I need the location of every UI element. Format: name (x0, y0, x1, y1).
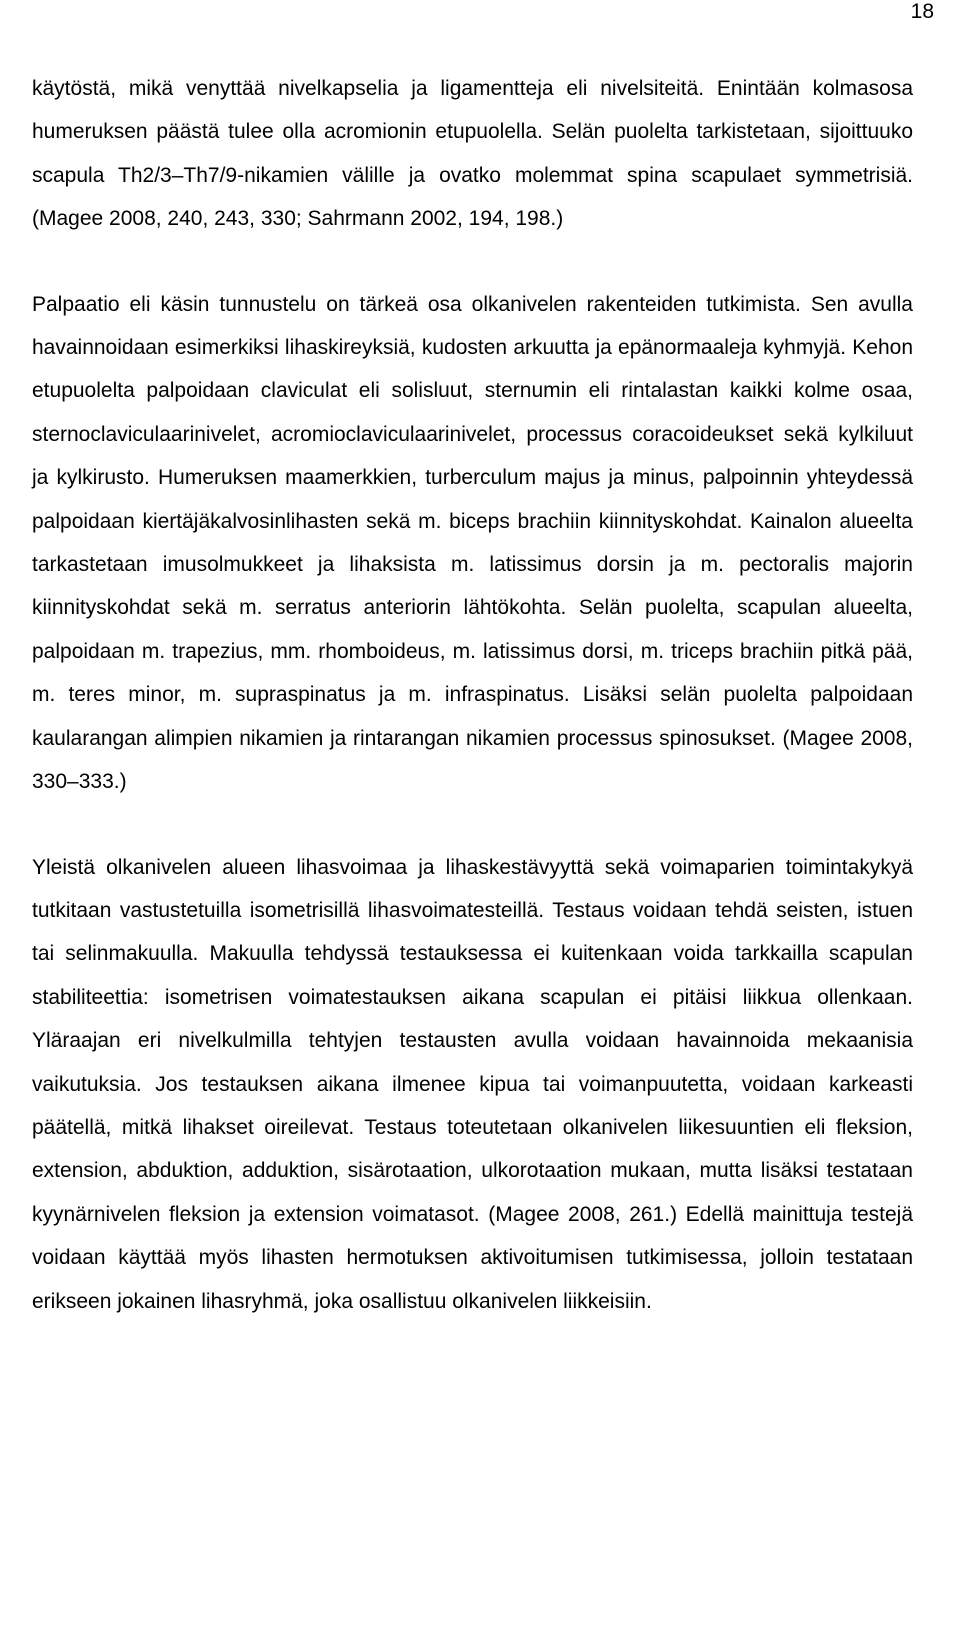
page-number: 18 (910, 0, 934, 23)
paragraph-palpation: Palpaatio eli käsin tunnustelu on tärkeä osa olkanivelen rakenteiden tutkimista. Sen avulla havainnoidaan esimerkiksi lihaskireyksiä, kudosten arkuutta ja epänormaaleja kyhmyjä. Kehon etupuolelta palpoidaan claviculat eli solisluut, sternumin eli rintalastan kaikki kolme osaa, sternoclaviculaarinivelet, acromioclaviculaarinivelet, processus coracoideukset sekä kylkiluut ja kylkirusto. Humeruksen maamerkkien, turberculum majus ja minus, palpoinnin yhteydessä palpoidaan kiertäjäkalvosinlihasten sekä m. biceps brachiin kiinnityskohdat. Kainalon alueelta tarkastetaan imusolmukkeet ja lihaksista m. latissimus dorsin ja m. pectoralis majorin kiinnityskohdat sekä m. serratus anteriorin lähtökohta. Selän puolelta, scapulan alueelta, palpoidaan m. trapezius, mm. rhomboideus, m. latissimus dorsi, m. triceps brachiin pitkä pää, m. teres minor, m. supraspinatus ja m. infraspinatus. Lisäksi selän puolelta palpoidaan kaularangan alimpien nikamien ja rintarangan nikamien processus spinosukset. (Magee 2008, 330–333.) (32, 292, 913, 794)
paragraph-strength-testing: Yleistä olkanivelen alueen lihasvoimaa ja lihaskestävyyttä sekä voimaparien toimintakykyä tutkitaan vastustetuilla isometrisillä lihasvoimatesteillä. Testaus voidaan tehdä seisten, istuen tai selinmakuulla. Makuulla tehdyssä testauksessa ei kuitenkaan voida tarkkailla scapulan stabiliteettia: isometrisen voimatestauksen aikana scapulan ei pitäisi liikkua ollenkaan. Yläraajan eri nivelkulmilla tehtyjen testausten avulla voidaan havainnoida mekaanisia vaikutuksia. Jos testauksen aikana ilmenee kipua tai voimanpuutetta, voidaan karkeasti päätellä, mitkä lihakset oireilevat. Testaus toteutetaan olkanivelen liikesuuntien eli fleksion, extension, abduktion, adduktion, sisärotaation, ulkorotaation mukaan, mutta lisäksi testataan kyynärnivelen fleksion ja extension voimatasot. (Magee 2008, 261.) Edellä mainittuja testejä voidaan käyttää myös lihasten hermotuksen aktivoitumisen tutkimisessa, jolloin testataan erikseen jokainen lihasryhmä, joka osallistuu olkanivelen liikkeisiin. (32, 855, 913, 1313)
paragraph-posture-inspection: käytöstä, mikä venyttää nivelkapselia ja ligamentteja eli nivelsiteitä. Enintään kolmasosa humeruksen päästä tulee olla acromionin etupuolella. Selän puolelta tarkistetaan, sijoittuuko scapula Th2/3–Th7/9-nikamien välille ja ovatko molemmat spina scapulaet symmetrisiä. (Magee 2008, 240, 243, 330; Sahrmann 2002, 194, 198.) (32, 77, 913, 231)
document-body (32, 67, 913, 1323)
